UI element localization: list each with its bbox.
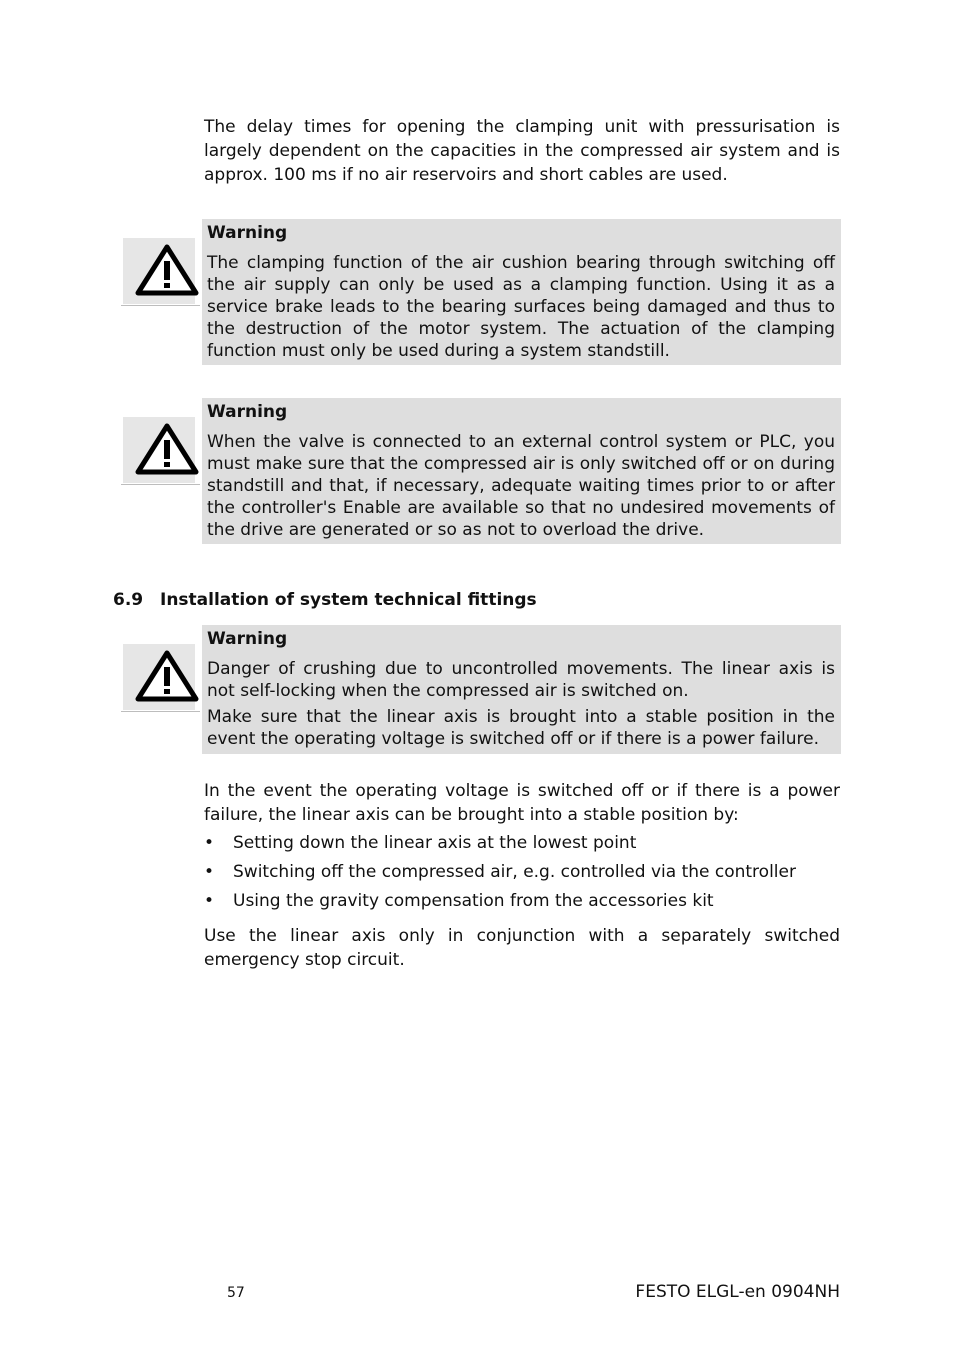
warning-triangle-icon <box>135 244 199 296</box>
warning-text: When the valve is connected to an external control system or PLC, you must make sure that the compressed air is only switched off or on during standstill and that, if necessary, adequate waiting times prior to or after the controller's Enable are available so that no undesired movements of the drive are generated or so as not to overload the drive. <box>207 432 835 540</box>
warning-triangle-icon <box>135 650 199 702</box>
warning-title: Warning <box>207 402 288 422</box>
warning-icon-box-2 <box>121 417 200 485</box>
warning-text: Danger of crushing due to uncontrolled movements. The linear axis is not self-locking when the compressed air is switched on. <box>207 659 835 701</box>
bullet-list <box>204 831 840 918</box>
list-item: • Switching off the compressed air, e.g. controlled via the controller <box>204 862 796 882</box>
warning-icon-box-1 <box>121 238 200 306</box>
closing-paragraph: Use the linear axis only in conjunction with a separately switched emergency stop circuit. <box>204 926 840 970</box>
warning-text: Make sure that the linear axis is brought into a stable position in the event the operating voltage is switched off or if there is a power failure. <box>207 707 835 749</box>
warning-box-1 <box>202 219 841 365</box>
warning-box-2 <box>202 398 841 544</box>
warning-title: Warning <box>207 223 288 243</box>
intro-paragraph: The delay times for opening the clamping unit with pressurisation is largely dependent on the capacities in the compressed air system and is approx. 100 ms if no air reservoirs and short cables are used. <box>204 117 840 185</box>
page-number: 57 <box>227 1285 245 1301</box>
warning-triangle-icon <box>135 423 199 475</box>
bullet-icon: • <box>204 833 215 853</box>
warning-text: The clamping function of the air cushion bearing through switching off the air supply can only be used as a clamping function. Using it as a service brake leads to the bearing surfaces being damaged and thus to the destruction of the motor system. The actuation of the clamping function must only be used during a system standstill. <box>207 253 835 361</box>
section-number: 6.9 <box>113 590 144 610</box>
list-item: • Setting down the linear axis at the lowest point <box>204 833 637 853</box>
document-id: FESTO ELGL-en 0904NH <box>635 1282 840 1302</box>
bullet-icon: • <box>204 891 215 911</box>
bullet-icon: • <box>204 862 215 882</box>
event-paragraph: In the event the operating voltage is switched off or if there is a power failure, the linear axis can be brought into a stable position by: <box>204 781 840 825</box>
section-title: Installation of system technical fittings <box>160 590 537 610</box>
warning-box-3 <box>202 625 841 754</box>
warning-title: Warning <box>207 629 288 649</box>
warning-icon-box-3 <box>121 644 200 712</box>
section-heading <box>113 588 537 612</box>
list-item: • Using the gravity compensation from the accessories kit <box>204 891 714 911</box>
